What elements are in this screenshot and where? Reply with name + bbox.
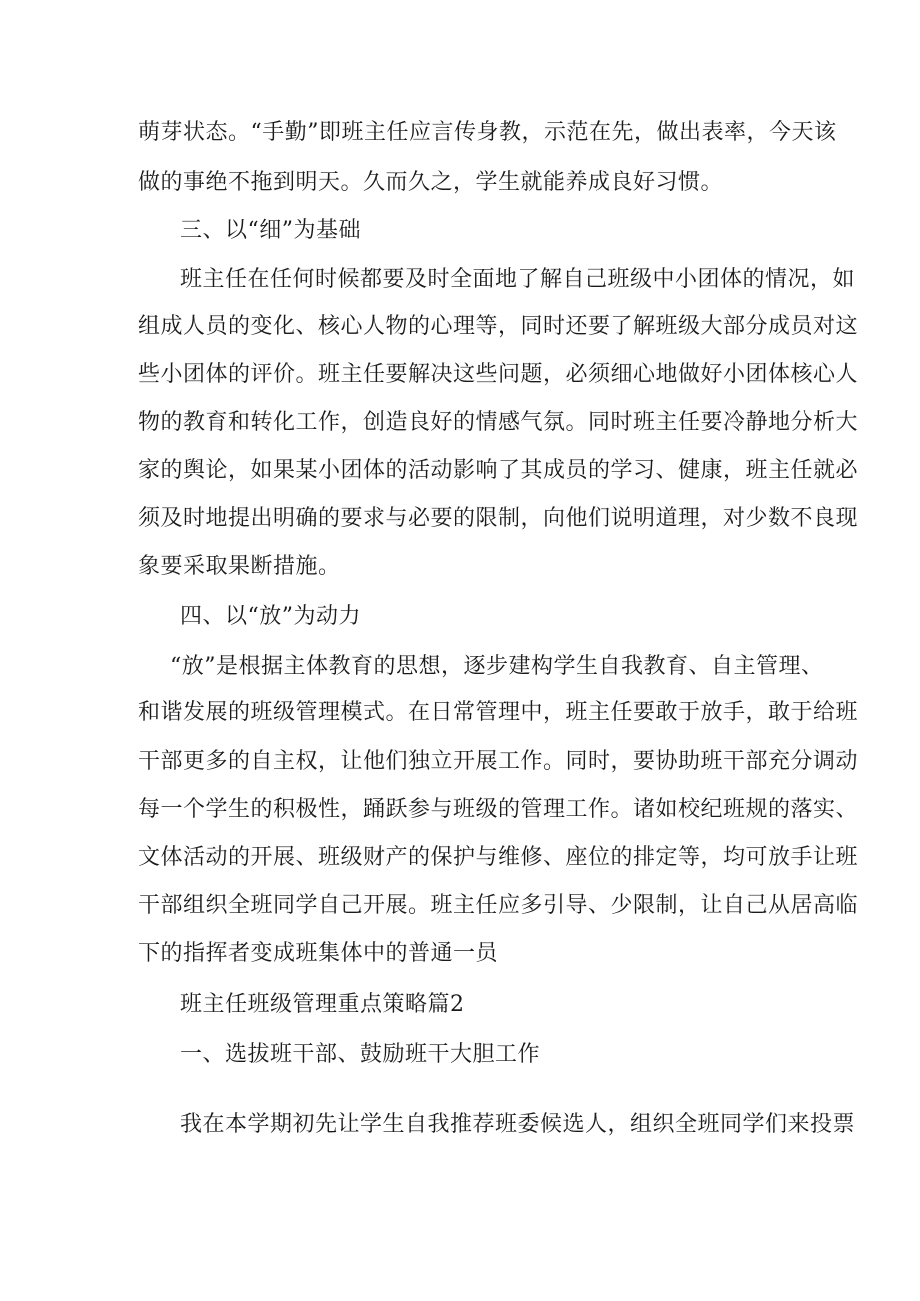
paragraph-line: 班主任在任何时候都要及时全面地了解自己班级中小团体的情况，如 bbox=[180, 267, 856, 292]
paragraph-line: 组成人员的变化、核心人物的心理等，同时还要了解班级大部分成员对这 bbox=[138, 314, 859, 339]
section-heading-3: 三、以“细”为基础 bbox=[180, 218, 361, 243]
paragraph-line: 文体活动的开展、班级财产的保护与维修、座位的排定等，均可放手让班 bbox=[138, 845, 859, 870]
paragraph-line: 须及时地提出明确的要求与必要的限制，向他们说明道理，对少数不良现 bbox=[138, 506, 859, 531]
paragraph-line: 物的教育和转化工作，创造良好的情感气氛。同时班主任要冷静地分析大 bbox=[138, 410, 859, 435]
paragraph-line: 干部组织全班同学自己开展。班主任应多引导、少限制，让自己从居高临 bbox=[138, 893, 859, 918]
section-heading-1: 一、选拔班干部、鼓励班干大胆工作 bbox=[180, 1042, 541, 1067]
paragraph-line: 做的事绝不拖到明天。久而久之，学生就能养成良好习惯。 bbox=[138, 170, 724, 195]
section-heading-4: 四、以“放”为动力 bbox=[180, 604, 361, 629]
paragraph-line: 我在本学期初先让学生自我推荐班委候选人，组织全班同学们来投票 bbox=[180, 1112, 856, 1137]
paragraph-line: 些小团体的评价。班主任要解决这些问题，必须细心地做好小团体核心人 bbox=[138, 362, 859, 387]
paragraph-line: 和谐发展的班级管理模式。在日常管理中，班主任要敢于放手，敢于给班 bbox=[138, 700, 859, 725]
paragraph-line: 每一个学生的积极性，踊跃参与班级的管理工作。诸如校纪班规的落实、 bbox=[138, 797, 859, 822]
paragraph-line: 家的舆论，如果某小团体的活动影响了其成员的学习、健康，班主任就必 bbox=[138, 458, 859, 483]
paragraph-line: 下的指挥者变成班集体中的普通一员 bbox=[138, 941, 499, 966]
paragraph-line: “放”是根据主体教育的思想，逐步建构学生自我教育、自主管理、 bbox=[170, 654, 824, 679]
paragraph-line: 干部更多的自主权，让他们独立开展工作。同时，要协助班干部充分调动 bbox=[138, 749, 859, 774]
paragraph-line: 萌芽状态。“手勤”即班主任应言传身教，示范在先，做出表率，今天该 bbox=[138, 120, 837, 145]
paragraph-line: 象要采取果断措施。 bbox=[138, 554, 341, 579]
article-title: 班主任班级管理重点策略篇2 bbox=[180, 992, 465, 1017]
